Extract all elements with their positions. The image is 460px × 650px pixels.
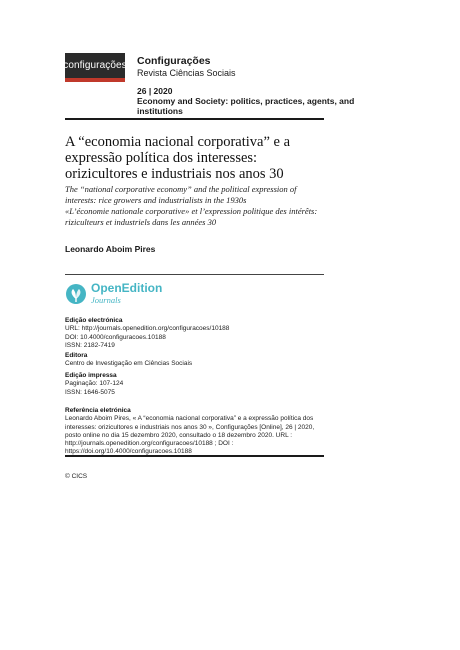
alternate-titles bbox=[65, 184, 327, 228]
openedition-logo bbox=[65, 282, 162, 305]
section-divider bbox=[65, 274, 324, 275]
reference-heading: Referência eletrónica bbox=[65, 407, 131, 414]
print-edition bbox=[65, 372, 327, 397]
journal-title: Configurações bbox=[137, 55, 211, 67]
journal-logo-text: configurações bbox=[63, 59, 127, 71]
issue-theme: Economy and Society: politics, practices, agents, and institutions bbox=[137, 96, 355, 116]
print-heading: Edição impressa bbox=[65, 372, 117, 379]
publisher-block bbox=[65, 352, 327, 369]
article-title-en: The “national corporative economy” and the political expression of interests: rice growers and industrialists in the 1930s bbox=[65, 184, 297, 205]
journal-subtitle: Revista Ciências Sociais bbox=[137, 68, 236, 78]
pages-line: Paginação: 107-124 bbox=[65, 380, 124, 388]
issn-electronic: ISSN: 2182-7419 bbox=[65, 341, 115, 349]
reference-text: Leonardo Aboim Pires, « A “economia nacional corporativa” e a expressão política dos interesses: orizicultores e industriais nos anos 30 », Configurações [Online], 26 | 2020, posto online no dia 15 dezembro 2020, consultado o 18 dezembro 2020. URL : http://journals.openedition.org/configuracoes/10188 ; DOI : https://doi.org/10.4000/configuracoes.10188 bbox=[65, 415, 315, 456]
issue-number: 26 | 2020 bbox=[137, 86, 173, 96]
electronic-reference bbox=[65, 407, 327, 457]
journal-logo bbox=[65, 53, 125, 82]
electronic-edition bbox=[65, 317, 327, 350]
issue-info bbox=[137, 86, 377, 116]
journal-info bbox=[137, 55, 236, 79]
publisher-heading: Editora bbox=[65, 352, 88, 359]
openedition-name: OpenEdition bbox=[91, 281, 163, 295]
article-author: Leonardo Aboim Pires bbox=[65, 244, 156, 254]
openedition-logo-icon bbox=[65, 283, 87, 305]
doi-line[interactable]: DOI: 10.4000/configuracoes.10188 bbox=[65, 333, 166, 341]
article-title: A “economia nacional corporativa” e a expressão política dos interesses: orizicultores e industriais nos anos 30 bbox=[65, 134, 291, 182]
publisher-name: Centro de Investigação em Ciências Sociais bbox=[65, 360, 193, 368]
copyright-notice: © CICS bbox=[65, 473, 88, 480]
bottom-divider bbox=[65, 455, 324, 457]
electronic-heading: Edição electrónica bbox=[65, 317, 123, 324]
issn-print: ISSN: 1646-5075 bbox=[65, 388, 115, 396]
top-divider bbox=[65, 118, 324, 120]
openedition-sub: Journals bbox=[91, 295, 121, 305]
url-line[interactable]: URL: http://journals.openedition.org/configuracoes/10188 bbox=[65, 325, 230, 333]
article-title-fr: «L’économie nationale corporative» et l’expression politique des intérêts: riziculteurs et industriels dans les années 30 bbox=[65, 206, 318, 227]
